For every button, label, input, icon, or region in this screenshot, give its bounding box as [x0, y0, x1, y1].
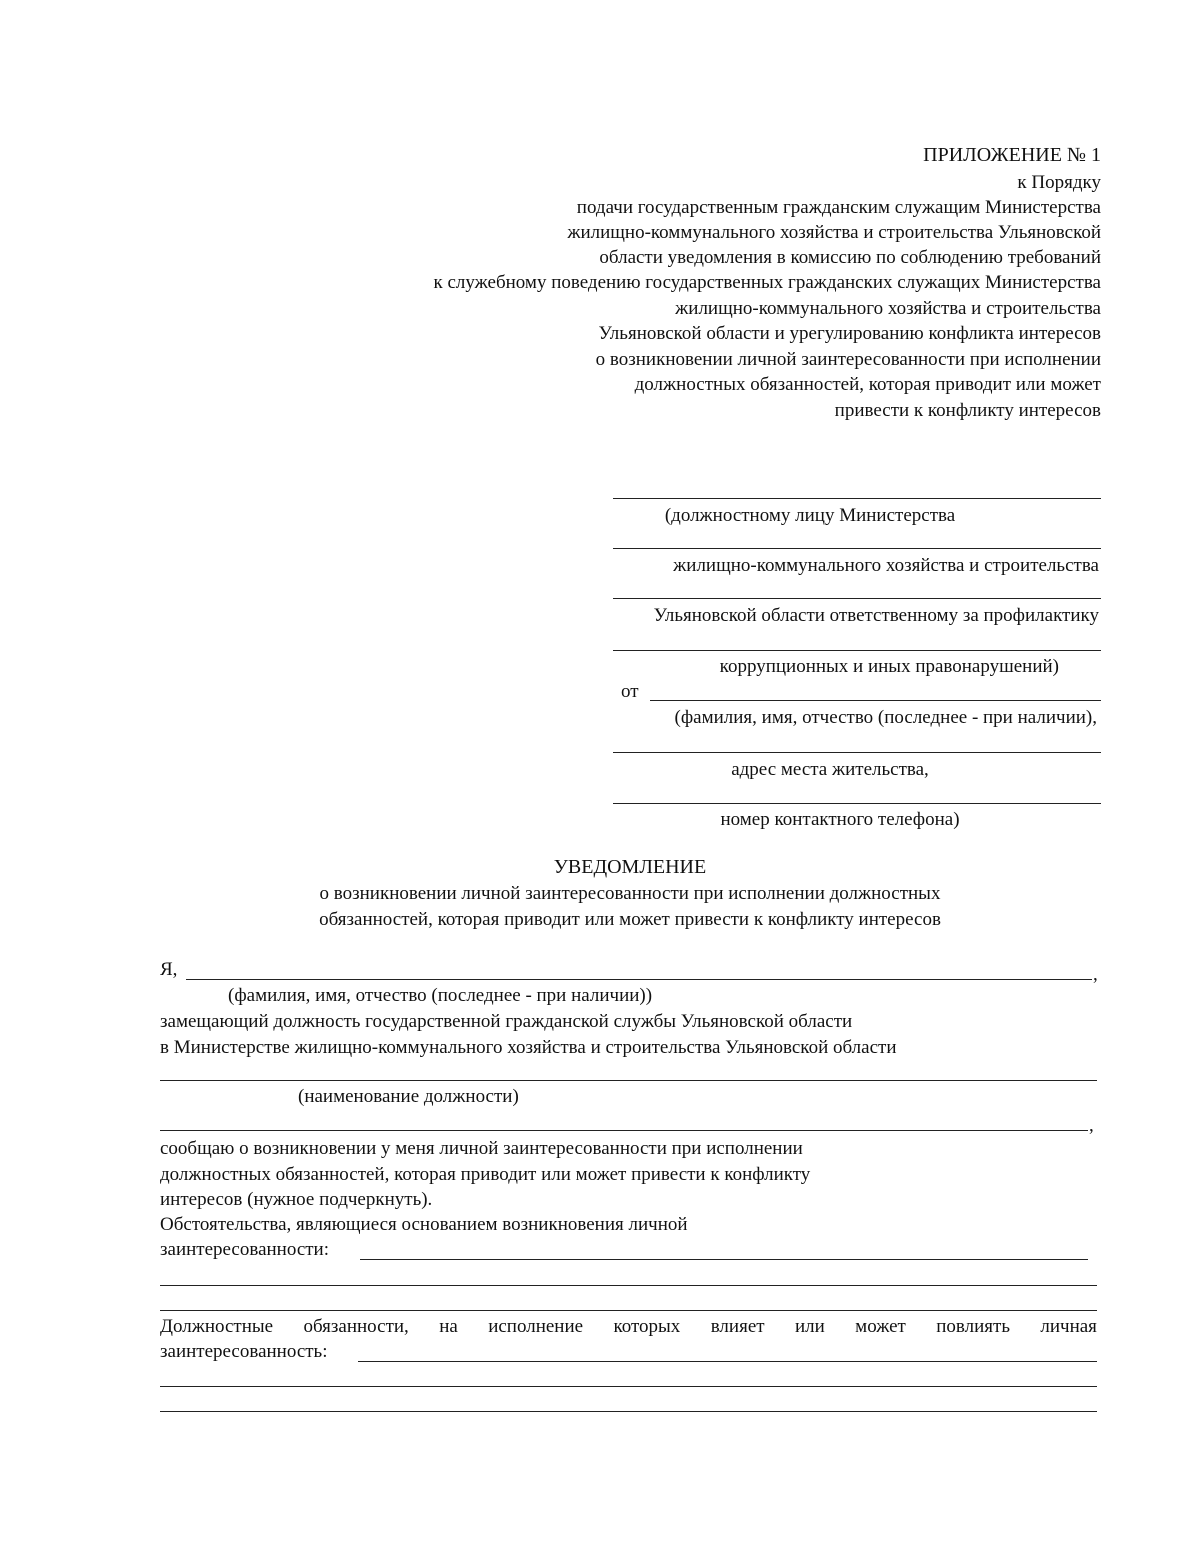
- header-line: подачи государственным гражданским служащим Министерства: [576, 197, 1101, 218]
- addressee-blank-line[interactable]: [613, 548, 1101, 549]
- report-line1: сообщаю о возникновении у меня личной заинтересованности при исполнении: [160, 1138, 803, 1159]
- notice-subtitle-line1: о возникновении личной заинтересованности при исполнении должностных: [319, 883, 941, 904]
- circumstances-field-3[interactable]: [160, 1310, 1097, 1311]
- position-line1: замещающий должность государственной гражданской службы Ульяновской области: [160, 1011, 853, 1032]
- duties-field-3[interactable]: [160, 1411, 1097, 1412]
- header-line: привести к конфликту интересов: [834, 400, 1101, 421]
- duties-word: которых: [613, 1316, 681, 1337]
- header-line: к служебному поведению государственных гражданских служащих Министерства: [433, 272, 1101, 293]
- addressee-blank-line[interactable]: [613, 598, 1101, 599]
- addressee-line-4: коррупционных и иных правонарушений): [719, 656, 1059, 677]
- report-line3: интересов (нужное подчеркнуть).: [160, 1189, 433, 1210]
- header-line: о возникновении личной заинтересованности при исполнении: [595, 349, 1101, 370]
- sender-address-hint: адрес места жительства,: [731, 759, 929, 780]
- header-line: жилищно-коммунального хозяйства и строительства Ульяновской: [567, 222, 1101, 243]
- addressee-line-2: жилищно-коммунального хозяйства и строительства: [673, 555, 1099, 576]
- header-line: к Порядку: [1017, 172, 1101, 193]
- duties-label: заинтересованность:: [160, 1341, 328, 1362]
- duties-word: может: [855, 1316, 906, 1337]
- name-hint: (фамилия, имя, отчество (последнее - при наличии)): [228, 985, 653, 1006]
- addressee-blank-line[interactable]: [613, 498, 1101, 499]
- duties-word: на: [439, 1316, 458, 1337]
- duties-field-2[interactable]: [160, 1386, 1097, 1387]
- addressee-line-1: (должностному лицу Министерства: [664, 505, 956, 526]
- position-line2: в Министерстве жилищно-коммунального хозяйства и строительства Ульяновской области: [160, 1037, 897, 1058]
- duties-word: обязанности,: [303, 1316, 409, 1337]
- header-line: должностных обязанностей, которая приводит или может: [634, 374, 1101, 395]
- appendix-title: ПРИЛОЖЕНИЕ № 1: [923, 144, 1101, 166]
- position-name-field-2[interactable]: [160, 1130, 1088, 1131]
- circumstances-line1: Обстоятельства, являющиеся основанием возникновения личной: [160, 1214, 688, 1235]
- header-line: Ульяновской области и урегулированию конфликта интересов: [598, 323, 1101, 344]
- sender-address-field[interactable]: [613, 752, 1101, 753]
- comma: ,: [1089, 1115, 1094, 1136]
- from-label: от: [621, 681, 639, 702]
- duties-line1: [160, 1314, 1097, 1340]
- addressee-blank-line[interactable]: [613, 650, 1101, 651]
- circumstances-field-2[interactable]: [160, 1285, 1097, 1286]
- duties-word: Должностные: [160, 1316, 274, 1337]
- duties-field[interactable]: [358, 1361, 1097, 1362]
- duties-word: или: [794, 1316, 825, 1337]
- position-hint: (наименование должности): [298, 1086, 519, 1107]
- circumstances-label: заинтересованности:: [160, 1239, 329, 1260]
- header-line: жилищно-коммунального хозяйства и строительства: [675, 298, 1101, 319]
- sender-phone-hint: номер контактного телефона): [720, 809, 960, 830]
- notice-subtitle-line2: обязанностей, которая приводит или может привести к конфликту интересов: [319, 909, 941, 930]
- full-name-field[interactable]: [186, 979, 1092, 980]
- duties-word: личная: [1040, 1316, 1097, 1337]
- sender-phone-field[interactable]: [613, 803, 1101, 804]
- comma: ,: [1093, 964, 1098, 985]
- i-label: Я,: [160, 959, 178, 980]
- report-line2: должностных обязанностей, которая приводит или может привести к конфликту: [160, 1164, 811, 1185]
- duties-word: повлиять: [936, 1316, 1010, 1337]
- circumstances-field[interactable]: [360, 1259, 1088, 1260]
- addressee-line-3: Ульяновской области ответственному за профилактику: [653, 605, 1099, 626]
- notice-title: УВЕДОМЛЕНИЕ: [553, 856, 707, 878]
- sender-name-field[interactable]: [650, 700, 1101, 701]
- sender-name-hint: (фамилия, имя, отчество (последнее - при наличии),: [674, 707, 1097, 728]
- duties-word: исполнение: [488, 1316, 584, 1337]
- position-name-field[interactable]: [160, 1080, 1097, 1081]
- duties-word: влияет: [710, 1316, 765, 1337]
- header-line: области уведомления в комиссию по соблюдению требований: [599, 247, 1101, 268]
